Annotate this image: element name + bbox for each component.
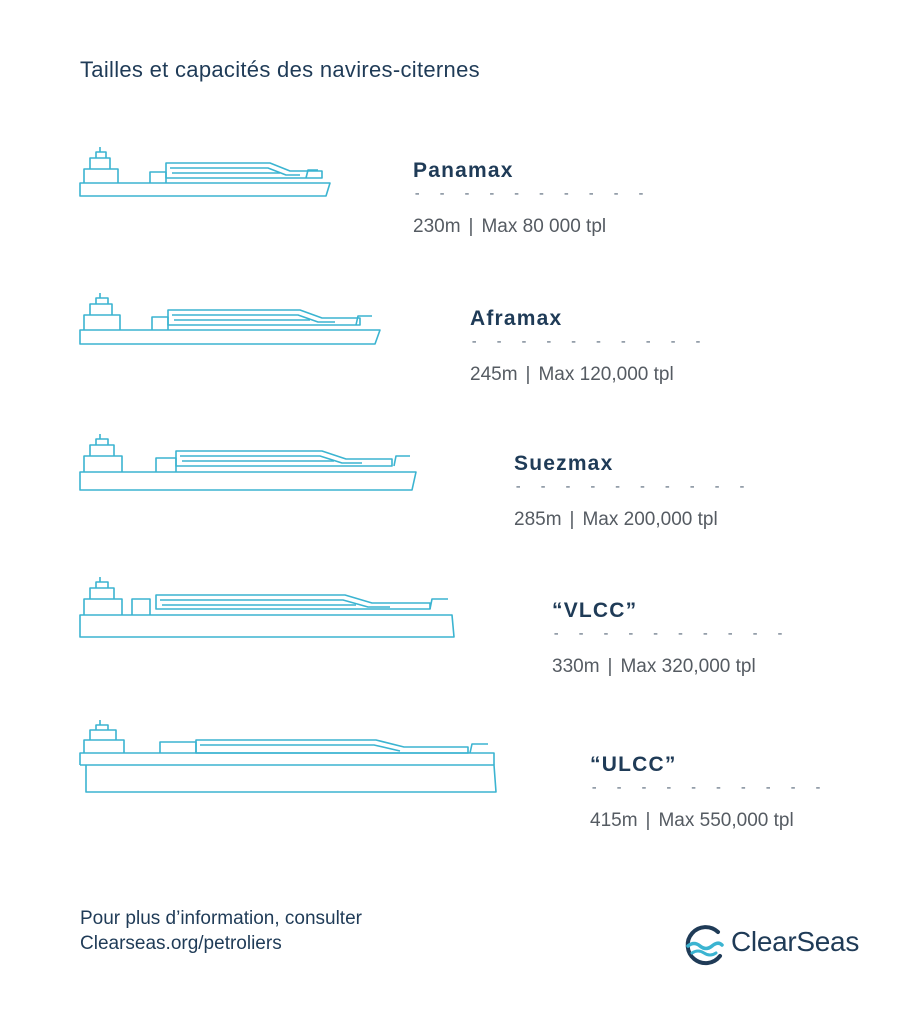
ship-length: 330m: [552, 656, 600, 677]
ship-name-suezmax: Suezmax: [514, 452, 614, 475]
tanker-panamax-icon: [80, 147, 330, 196]
divider-dashes: - - - - - - - - - -: [470, 334, 707, 350]
ship-capacity: Max 200,000 tpl: [582, 509, 718, 530]
ship-length: 415m: [590, 810, 638, 831]
ship-name-vlcc: “VLCC”: [552, 599, 638, 622]
wave-circle-icon: [680, 922, 726, 968]
tanker-ulcc-icon: [80, 720, 496, 792]
footer-line-1: Pour plus d’information, consulter: [80, 908, 362, 929]
brand-logo: ClearSeas: [731, 926, 860, 957]
divider-dashes: - - - - - - - - - -: [413, 186, 650, 202]
footer-link[interactable]: Clearseas.org/petroliers: [80, 933, 282, 954]
tanker-aframax-icon: [80, 293, 380, 344]
page-title: Tailles et capacités des navires-citernes: [80, 57, 480, 82]
ship-capacity: Max 320,000 tpl: [620, 656, 756, 677]
separator: |: [569, 509, 575, 530]
divider-dashes: - - - - - - - - - -: [514, 479, 751, 495]
divider-dashes: - - - - - - - - - -: [552, 626, 789, 642]
ship-spec-panamax: [413, 216, 606, 238]
ship-length: 230m: [413, 216, 461, 237]
ship-name-panamax: Panamax: [413, 159, 514, 182]
ship-capacity: Max 550,000 tpl: [658, 810, 794, 831]
footer-info: [80, 906, 362, 956]
separator: |: [468, 216, 474, 237]
ship-spec-ulcc: [590, 810, 794, 832]
separator: |: [607, 656, 613, 677]
ship-spec-suezmax: [514, 509, 718, 531]
ship-name-aframax: Aframax: [470, 307, 563, 330]
separator: |: [645, 810, 651, 831]
divider-dashes: - - - - - - - - - -: [590, 780, 827, 796]
tanker-vlcc-icon: [80, 577, 454, 637]
ship-spec-vlcc: [552, 656, 756, 678]
ship-name-ulcc: “ULCC”: [590, 753, 677, 776]
separator: |: [525, 364, 531, 385]
ship-capacity: Max 80 000 tpl: [481, 216, 607, 237]
ship-length: 285m: [514, 509, 562, 530]
ship-spec-aframax: [470, 364, 674, 386]
tanker-suezmax-icon: [80, 434, 416, 490]
ship-capacity: Max 120,000 tpl: [538, 364, 674, 385]
ship-length: 245m: [470, 364, 518, 385]
